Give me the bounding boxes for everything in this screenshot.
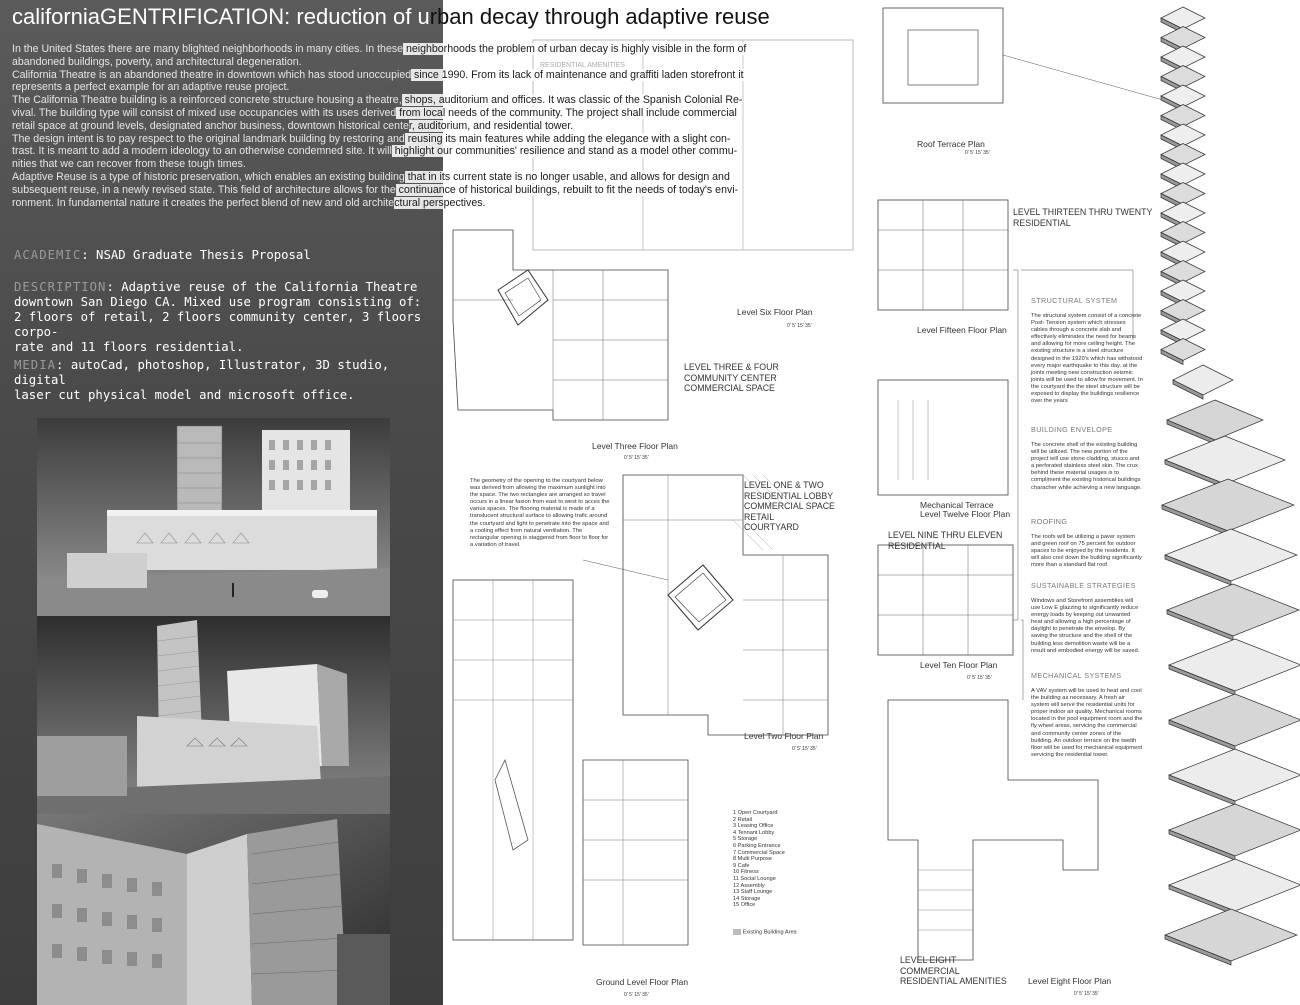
note-body: A VAV system will be used to heat and cool the building as necessary. A fresh air system will serve the residential units for proper indoor air quality. Mechanical rooms located in the pool equipment room and the fly wheel areas, servicing the commercial and community center zones of the building. An outdoor terrace on the twelth floor will be used for mechanical equipment servicing the residential tower. (1031, 688, 1143, 758)
intro-line-left: nities that we can recover from these tough times. (12, 158, 246, 171)
legend-item: 3 Leasing Office (733, 823, 774, 830)
intro-line-right: neighborhoods the problem of urban decay is highly visible in the form of (403, 43, 747, 55)
isometric-floor (1161, 163, 1205, 185)
level-eight-heading: LEVEL EIGHT COMMERCIAL RESIDENTIAL AMENITIES (900, 955, 1007, 986)
scale-bar-level-three: 0' 5' 15' 35' (624, 455, 649, 461)
intro-line-right: ctural perspectives. (394, 196, 486, 209)
note-heading: SUSTAINABLE STRATEGIES (1031, 581, 1136, 590)
isometric-floor (1161, 46, 1205, 68)
media-key: MEDIA (14, 358, 57, 372)
intro-line-right: from local needs of the community. The project shall include commercial (396, 106, 737, 119)
isometric-floor (1161, 105, 1205, 127)
existing-area-swatch (733, 929, 741, 935)
note-body: The roofs will be utilizing a paver system and green roof on 75 percent for outdoor spaces to be enjoyed by the residents. It will also cool down the building significantly more than a standard flat roof. (1031, 534, 1142, 569)
legend-item: 1 Open Courtyard (733, 810, 778, 816)
description-line-4: rate and 11 floors residential. (14, 340, 244, 354)
title-part-1: californiaGENTRIFICATION: reduction of u (12, 4, 430, 29)
level-eight-plan-label: Level Eight Floor Plan (1028, 976, 1112, 986)
rendering-street-view (37, 418, 390, 616)
isometric-floor (1161, 144, 1205, 166)
media-line-2: laser cut physical model and microsoft office. (14, 388, 355, 402)
isometric-floor (1161, 339, 1205, 361)
legend-item: 5 Storage (733, 836, 758, 843)
isometric-floor (1161, 7, 1205, 29)
legend-item: 4 Tennant Lobby (733, 829, 775, 836)
description-key: DESCRIPTION (14, 280, 107, 294)
isometric-floor (1169, 804, 1300, 856)
intro-line (12, 197, 818, 210)
intro-line-left: Adaptive Reuse is a type of historic preservation, which enables an existing building (12, 170, 405, 183)
isometric-floor (1169, 694, 1300, 746)
legend-item: 13 Staff Lounge (733, 889, 773, 896)
intro-line-right: that in its current state is no longer usable, and allows for design and (404, 170, 730, 183)
isometric-floor (1161, 241, 1205, 263)
intro-line (12, 120, 818, 133)
intro-line-right: continuance of historical buildings, rebuilt to fit the needs of today's envi- (395, 183, 739, 196)
intro-line (12, 171, 818, 184)
level-one-two-heading: LEVEL ONE & TWO RESIDENTIAL LOBBY COMMERCIAL SPACE RETAIL COURTYARD (744, 480, 835, 532)
isometric-floor (1162, 479, 1294, 531)
mechanical-terrace-label: Mechanical Terrace Level Twelve Floor Plan (920, 500, 1011, 519)
isometric-floor (1167, 584, 1299, 636)
isometric-floor (1161, 319, 1205, 341)
isometric-floor (1167, 400, 1263, 440)
faint-residential-amenities: RESIDENTIAL AMENITIES (540, 62, 625, 69)
intro-line (12, 56, 818, 69)
isometric-floor (1161, 183, 1205, 205)
intro-line (12, 158, 818, 171)
level-two-plan-label: Level Two Floor Plan (744, 731, 824, 741)
note-heading: ROOFING (1031, 517, 1068, 526)
note-body: Windows and Storefront assemblies will use Low E glazzing to significantly reduce energy loads by keeping out unwanted heat and allowing a high percentage of daylight to penetrate the envelop. By saving the structure and the shell of the building less demolition waste will be a result and embodied energy will be saved. (1031, 598, 1140, 654)
note-body: The structural system consist of a concrete Post- Tension system which stresses cables through a concrete slab and effectively eliminates the need for beams and allowing for more ceiling height. The existing structure is a steel structure designed in the 1920's which has withstood every major earthquake to this day. at the joints meeting new construction seismic joints will be used to allow for movement. In the courtyard the the steel structure will be exposed to display the buildings resilience over the years (1031, 313, 1143, 405)
academic-key: ACADEMIC (14, 248, 82, 262)
note-heading: STRUCTURAL SYSTEM (1031, 296, 1118, 305)
legend-item: 12 Assembly (733, 882, 765, 889)
isometric-floor (1169, 859, 1300, 911)
isometric-floor (1161, 280, 1205, 302)
isometric-floor (1161, 202, 1205, 224)
intro-line-left: ronment. In fundamental nature it creates the perfect blend of new and old archite (12, 196, 395, 209)
media-block (14, 358, 439, 403)
level-thirteen-heading: LEVEL THIRTEEN THRU TWENTY RESIDENTIAL (1013, 207, 1153, 228)
legend-item: 8 Multi Purpose (733, 856, 772, 863)
legend-item: 10 Fitness (733, 869, 759, 876)
scale-bar-ground: 0' 5' 15' 35' (624, 992, 649, 998)
scale-bar-level-ten: 0' 5' 15' 35' (967, 675, 992, 681)
rendering-aerial-view (37, 616, 390, 814)
note-heading: MECHANICAL SYSTEMS (1031, 671, 1122, 680)
rendering-corner-view (37, 814, 390, 1005)
isometric-floor (1161, 300, 1205, 322)
board-title (12, 4, 770, 30)
isometric-floor (1161, 124, 1205, 146)
scale-bar-level-eight: 0' 5' 15' 35' (1074, 991, 1099, 997)
intro-line-left: vival. The building type will consist of mixed use occupancies with its uses derived (12, 106, 397, 119)
intro-line (12, 81, 818, 94)
intro-line (12, 184, 818, 197)
academic-value: : NSAD Graduate Thesis Proposal (81, 248, 311, 262)
isometric-floor (1161, 222, 1205, 244)
intro-line-left: The California Theatre building is a reinforced concrete structure housing a theatre, (12, 94, 402, 107)
legend-item: 2 Retail (733, 816, 752, 823)
note-body: The concrete shell of the existing building will be utilized. The new portion of the project will use stone cladding, stucco and a perforated stainless steel skin. The crux behind these material usages is to compliment the existing historical buildings characher while achieving a new language. (1031, 442, 1142, 491)
legend-existing-area: Existing Building Area (733, 929, 797, 936)
level-nine-heading: LEVEL NINE THRU ELEVEN RESIDENTIAL (888, 530, 1003, 551)
isometric-floor (1165, 909, 1297, 961)
intro-line (12, 145, 818, 158)
scale-bar-level-six: 0' 5' 15' 35' (787, 323, 812, 329)
intro-line-right: since 1990. From its lack of maintenance and graffiti laden storefront it (411, 68, 744, 81)
description-line-2: downtown San Diego CA. Mixed use program consisting of: (14, 295, 422, 309)
level-three-plan-label: Level Three Floor Plan (592, 441, 678, 451)
level-three-four-heading: LEVEL THREE & FOUR COMMUNITY CENTER COMMERCIAL SPACE (684, 362, 779, 393)
intro-line-left: subsequent reuse, in a newly revised state. This field of architecture allows for the (12, 183, 396, 196)
intro-line (12, 69, 818, 82)
intro-line (12, 133, 818, 146)
level-six-plan-label: Level Six Floor Plan (737, 307, 813, 317)
isometric-floor (1161, 261, 1205, 283)
intro-line-left: California Theatre is an abandoned theatre in downtown which has stood unoccupied (12, 68, 412, 81)
isometric-floor (1169, 639, 1300, 691)
intro-line (12, 107, 818, 120)
intro-text (12, 43, 818, 209)
intro-line-left: trast. It is meant to add a modern ideology to an otherwise condemned site. It will (12, 145, 392, 158)
description-block (14, 280, 439, 355)
intro-line-left: represents a perfect example for an adaptive reuse project. (12, 81, 290, 94)
intro-line-right: highlight our communities' resilience and stand as a model other commu- (391, 145, 738, 158)
intro-line-right: reusing its main features while adding the elegance with a slight con- (404, 132, 731, 145)
legend-item: 14 Storage (733, 895, 761, 902)
courtyard-note: The geometry of the opening to the courtyard below was derived from allowing the maximum sunlight into the space. The two rectangles are arranged so travel occurs in a linear fasion from east to west to acces the varius spaces. The flooring material is made of a translucent structural surface to allowing trafic around the courtyard and light to penetrate into the space and a cooling effect from natural ventilation. The rectangular opening is staggered from floor to floor for a variation of travel. (470, 478, 610, 548)
level-ten-plan-label: Level Ten Floor Plan (920, 660, 998, 670)
isometric-floor (1161, 66, 1205, 88)
description-line-1: : Adaptive reuse of the California Theatre (106, 280, 418, 294)
title-part-2: rban decay through adaptive reuse (429, 4, 770, 29)
roof-terrace-plan-label: Roof Terrace Plan (917, 139, 985, 149)
intro-line-left: abandoned buildings, poverty, and architectural degeneration. (12, 55, 302, 68)
legend-item: 15 Office (733, 902, 756, 909)
intro-line (12, 94, 818, 107)
note-heading: BUILDING ENVELOPE (1031, 425, 1113, 434)
isometric-floor (1165, 529, 1297, 581)
level-fifteen-plan-label: Level Fifteen Floor Plan (917, 325, 1007, 335)
intro-line (12, 43, 818, 56)
legend-item: 6 Parking Entrance (733, 842, 781, 849)
legend-item: 9 Cafe (733, 862, 750, 869)
legend-item: 11 Social Lounge (733, 875, 776, 882)
isometric-floor (1169, 749, 1300, 801)
isometric-floor (1165, 436, 1285, 484)
academic-line (14, 248, 439, 263)
intro-line-left: In the United States there are many blighted neighborhoods in many cities. In these (12, 43, 404, 55)
isometric-floor (1173, 365, 1233, 395)
intro-line-left: The design intent is to pay respect to the original landmark building by restoring and (12, 132, 405, 145)
description-line-3: 2 floors of retail, 2 floors community center, 3 floors corpo- (14, 310, 422, 339)
legend-item: 7 Commercial Space (733, 849, 785, 856)
ground-level-plan-label: Ground Level Floor Plan (596, 977, 689, 987)
scale-bar-roof: 0' 5' 15' 35' (965, 150, 990, 156)
isometric-floor (1161, 85, 1205, 107)
intro-line-right: shops, auditorium and offices. It was classic of the Spanish Colonial Re- (401, 94, 743, 107)
intro-line-left: retail space at ground levels, designated anchor business, downtown historical cente (12, 119, 409, 132)
room-legend (733, 810, 785, 909)
isometric-floor (1161, 27, 1205, 49)
media-line-1: : autoCad, photoshop, Illustrator, 3D studio, digital (14, 358, 390, 387)
intro-line-right: r, auditorium, and residential tower. (408, 119, 574, 132)
scale-bar-level-two: 0' 5' 15' 35' (792, 746, 817, 752)
